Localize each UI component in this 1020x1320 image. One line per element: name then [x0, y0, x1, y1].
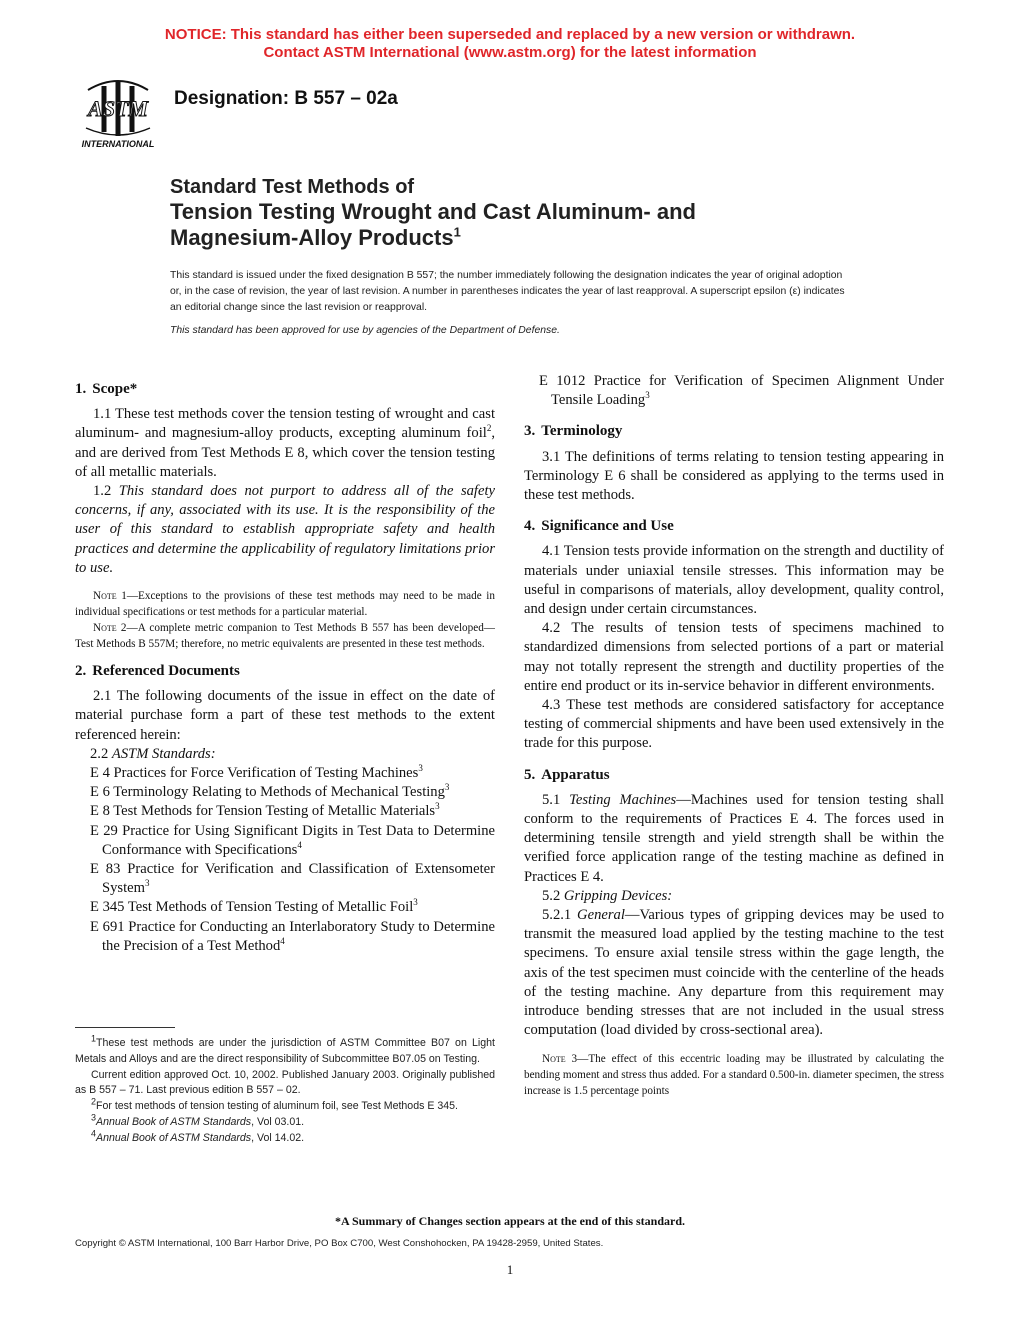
- significance-4-2: 4.2 The results of tension tests of specimens machined to standardized dimensions from selected portions of a part or material may not totally represent the strength and ductility properties of the entire end product or its in-service behavior in different environments.: [524, 620, 944, 694]
- reference-item: E 29 Practice for Using Significant Digits in Test Data to Determine Conformance with Specifications$^4$: [90, 822, 495, 858]
- terminology-3-1: 3.1 The definitions of terms relating to tension testing appearing in Terminology E 6 shall be considered as applying to the terms used in these test methods.: [524, 448, 944, 504]
- copyright-line: Copyright © ASTM International, 100 Barr Harbor Drive, PO Box C700, West Conshohocken, PA 19428-2959, United States.: [75, 1238, 604, 1249]
- referenced-2-1: 2.1 The following documents of the issue in effect on the date of material purchase form a part of these test methods to the extent referenced herein:: [75, 688, 496, 743]
- issued-statement: This standard is issued under the fixed designation B 557; the number immediately following the designation indicates the year of original adoption or, in the case of revision, the year of last revision. A number in parentheses indicates the year of last reapproval. A superscript epsilon (ε) indicates an editorial change since the last revision or reapproval.: [170, 270, 845, 313]
- reference-item: E 8 Test Methods for Tension Testing of Metallic Materials$^3$: [90, 801, 440, 820]
- apparatus-5-2-1: 5.2.1 General—Various types of gripping devices may be used to transmit the measured load applied by the testing machine to the test specimens. To ensure axial tensile stress within the gage length, the axis of the test specimen must coincide with the centerline of the heads of the testing machine. Any departure from this requirement may introduce bending stresses that are not included in the usual stress computation (load divided by cross-sectional area).: [524, 907, 945, 1039]
- note-3: Note 3—The effect of this eccentric loading may be illustrated by calculating the bending moment and stress thus added. For a standard 0.500-in. diameter specimen, the stress increase is 1.5 percentage points: [524, 1052, 944, 1097]
- reference-item: E 691 Practice for Conducting an Interlaboratory Study to Determine the Precision of a Test Method$^4$: [90, 918, 495, 954]
- reference-item: E 83 Practice for Verification and Classification of Extensometer System$^3$: [90, 861, 495, 897]
- section-heading-referenced-documents: 2. Referenced Documents: [75, 663, 240, 680]
- section-heading-apparatus: 5. Apparatus: [524, 766, 610, 783]
- note-2: Note 2—A complete metric companion to Test Methods B 557 has been developed—Test Methods B 557M; therefore, no metric equivalents are presented in these test methods.: [75, 622, 495, 651]
- section-heading-significance: 4. Significance and Use: [524, 518, 674, 535]
- title-footnote-ref: 1: [453, 224, 461, 240]
- notice-line-2: Contact ASTM International (www.astm.org) for the latest information: [263, 44, 757, 61]
- astm-logo-icon: [74, 76, 162, 150]
- footnotes: [75, 1033, 495, 1147]
- scope-1-1: 1.1 These test methods cover the tension testing of wrought and cast aluminum- and magnesium-alloy products, excepting aluminum foil$^2$, and are derived from Test Methods E 8, which cover the tension testing of all metallic materials.: [75, 406, 495, 480]
- reference-item: E 1012 Practice for Verification of Specimen Alignment Under Tensile Loading$^3$: [539, 373, 944, 409]
- apparatus-5-2: 5.2 Gripping Devices:: [542, 887, 673, 904]
- designation: Designation: B 557 – 02a: [174, 88, 398, 109]
- logo-text: ASTM: [88, 96, 148, 121]
- summary-of-changes-note: *A Summary of Changes section appears at the end of this standard.: [334, 1214, 686, 1228]
- title-line-2: Tension Testing Wrought and Cast Aluminum- and: [170, 199, 696, 224]
- reference-item: E 6 Terminology Relating to Methods of Mechanical Testing$^3$: [90, 782, 450, 801]
- section-heading-terminology: 3. Terminology: [524, 423, 623, 440]
- title-line-1: Standard Test Methods of: [170, 176, 415, 198]
- dod-approval-statement: This standard has been approved for use by agencies of the Department of Defense.: [170, 325, 560, 336]
- reference-item: E 4 Practices for Force Verification of Testing Machines$^3$: [90, 763, 423, 782]
- footnote-rule: [75, 1027, 175, 1028]
- footnote-3: $^3$Annual Book of ASTM Standards, Vol 03.01.: [91, 1112, 305, 1128]
- footnote-1: $^1$These test methods are under the jurisdiction of ASTM Committee B07 on Light Metals and Alloys and are the direct responsibility of Subcommittee B07.05 on Testing.: [75, 1033, 495, 1065]
- footnote-4: $^4$Annual Book of ASTM Standards, Vol 14.02.: [91, 1128, 305, 1144]
- footnote-1-edition: Current edition approved Oct. 10, 2002. Published January 2003. Originally published as B 557 – 71. Last previous edition B 557 – 02.: [75, 1068, 495, 1097]
- document-title: [170, 175, 696, 251]
- section-heading-scope: 1. Scope*: [75, 381, 138, 397]
- significance-4-3: 4.3 These test methods are considered satisfactory for acceptance testing of commercial shipments and have been used extensively in the trade for this purpose.: [524, 697, 944, 752]
- referenced-2-2: 2.2 ASTM Standards:: [90, 745, 216, 762]
- apparatus-5-1: 5.1 Testing Machines—Machines used for tension testing shall conform to the requirements of Practices E 4. The forces used in determining tensile strength and yield strength shall be within the verified force application range of the testing machine as defined in Practices E 4.: [524, 791, 944, 885]
- significance-4-1: 4.1 Tension tests provide information on the strength and ductility of materials under uniaxial tensile stresses. This information may be useful in comparisons of materials, alloy development, quality control, and design under certain circumstances.: [524, 543, 944, 618]
- note-1: Note 1—Exceptions to the provisions of these test methods may need to be made in individual specifications or test methods for a particular material.: [75, 590, 495, 619]
- reference-item: E 345 Test Methods of Tension Testing of Metallic Foil$^3$: [90, 897, 418, 916]
- right-column: [524, 372, 944, 1099]
- withdrawal-notice: [0, 26, 1020, 62]
- footnote-2: $^2$For test methods of tension testing of aluminum foil, see Test Methods E 345.: [91, 1096, 458, 1113]
- logo-subtext: INTERNATIONAL: [81, 139, 155, 149]
- page-number: 1: [506, 1262, 514, 1277]
- left-column: [75, 372, 495, 956]
- title-line-3: Magnesium-Alloy Products: [170, 225, 454, 250]
- notice-line-1: NOTICE: This standard has either been superseded and replaced by a new version or withdrawn.: [164, 26, 856, 43]
- scope-1-2: 1.2 This standard does not purport to address all of the safety concerns, if any, associated with its use. It is the responsibility of the user of this standard to establish appropriate safety and health practices and determine the applicability of regulatory limitations prior to use.: [75, 483, 495, 576]
